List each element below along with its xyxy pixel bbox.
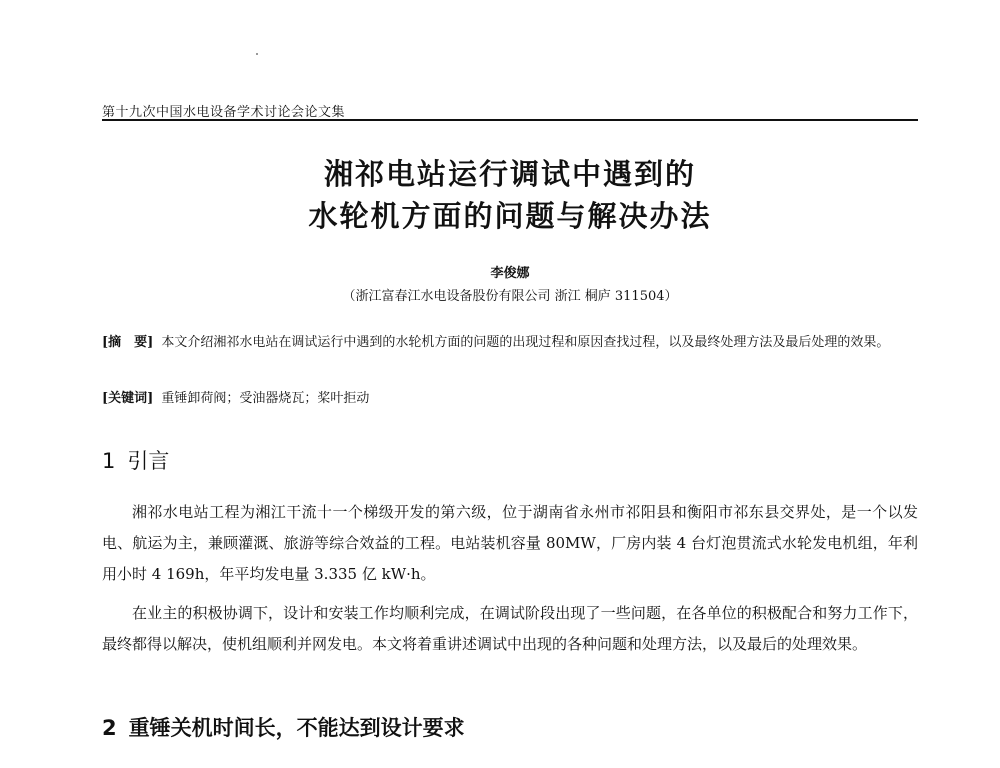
intro-paragraph-2 <box>102 598 918 660</box>
section-number: 1 <box>102 449 116 473</box>
intro-paragraph-1 <box>102 497 918 590</box>
section-heading-2 <box>102 712 465 742</box>
title-line-1: 湘祁电站运行调试中遇到的 <box>323 157 696 191</box>
paragraph-text: 在业主的积极协调下，设计和安装工作均顺利完成，在调试阶段出现了一些问题，在各单位的积极配合和努力工作下，最终都得以解决，使机组顺利并网发电。本文将着重讲述调试中出现的各种问题和处理方法，以及最后的处理效果。 <box>102 604 918 653</box>
section-heading-introduction <box>102 445 169 475</box>
keywords-text: 重锤卸荷阀；受油器烧瓦；桨叶拒动 <box>161 391 370 406</box>
paper-title <box>100 153 920 237</box>
header-rule <box>102 119 918 121</box>
title-line-2: 水轮机方面的问题与解决办法 <box>308 199 712 233</box>
section-title: 引言 <box>127 449 170 473</box>
abstract <box>102 330 918 355</box>
section-title: 重锤关机时间长，不能达到设计要求 <box>128 716 465 740</box>
paragraph-text: 湘祁水电站工程为湘江干流十一个梯级开发的第六级，位于湖南省永州市祁阳县和衡阳市祁东县交界处，是一个以发电、航运为主，兼顾灌溉、旅游等综合效益的工程。电站装机容量 80MW，厂房内装 4 台灯泡贯流式水轮发电机组，年利用小时 4 169h，年平均发电量 3.335 亿 kW·h。 <box>102 503 918 583</box>
section-number: 2 <box>102 716 117 740</box>
abstract-text: 本文介绍湘祁水电站在调试运行中遇到的水轮机方面的问题的出现过程和原因查找过程，以及最终处理方法及最后处理的效果。 <box>161 335 890 350</box>
scan-speck <box>256 53 258 55</box>
author-name: 李俊娜 <box>490 266 530 281</box>
running-header: 第十九次中国水电设备学术讨论会论文集 <box>102 105 346 120</box>
author-affiliation: （浙江富春江水电设备股份有限公司 浙江 桐庐 311504） <box>342 289 678 304</box>
keywords-label: [关键词] <box>102 391 154 406</box>
abstract-label: [摘 要] <box>102 335 154 350</box>
keywords <box>102 386 918 411</box>
